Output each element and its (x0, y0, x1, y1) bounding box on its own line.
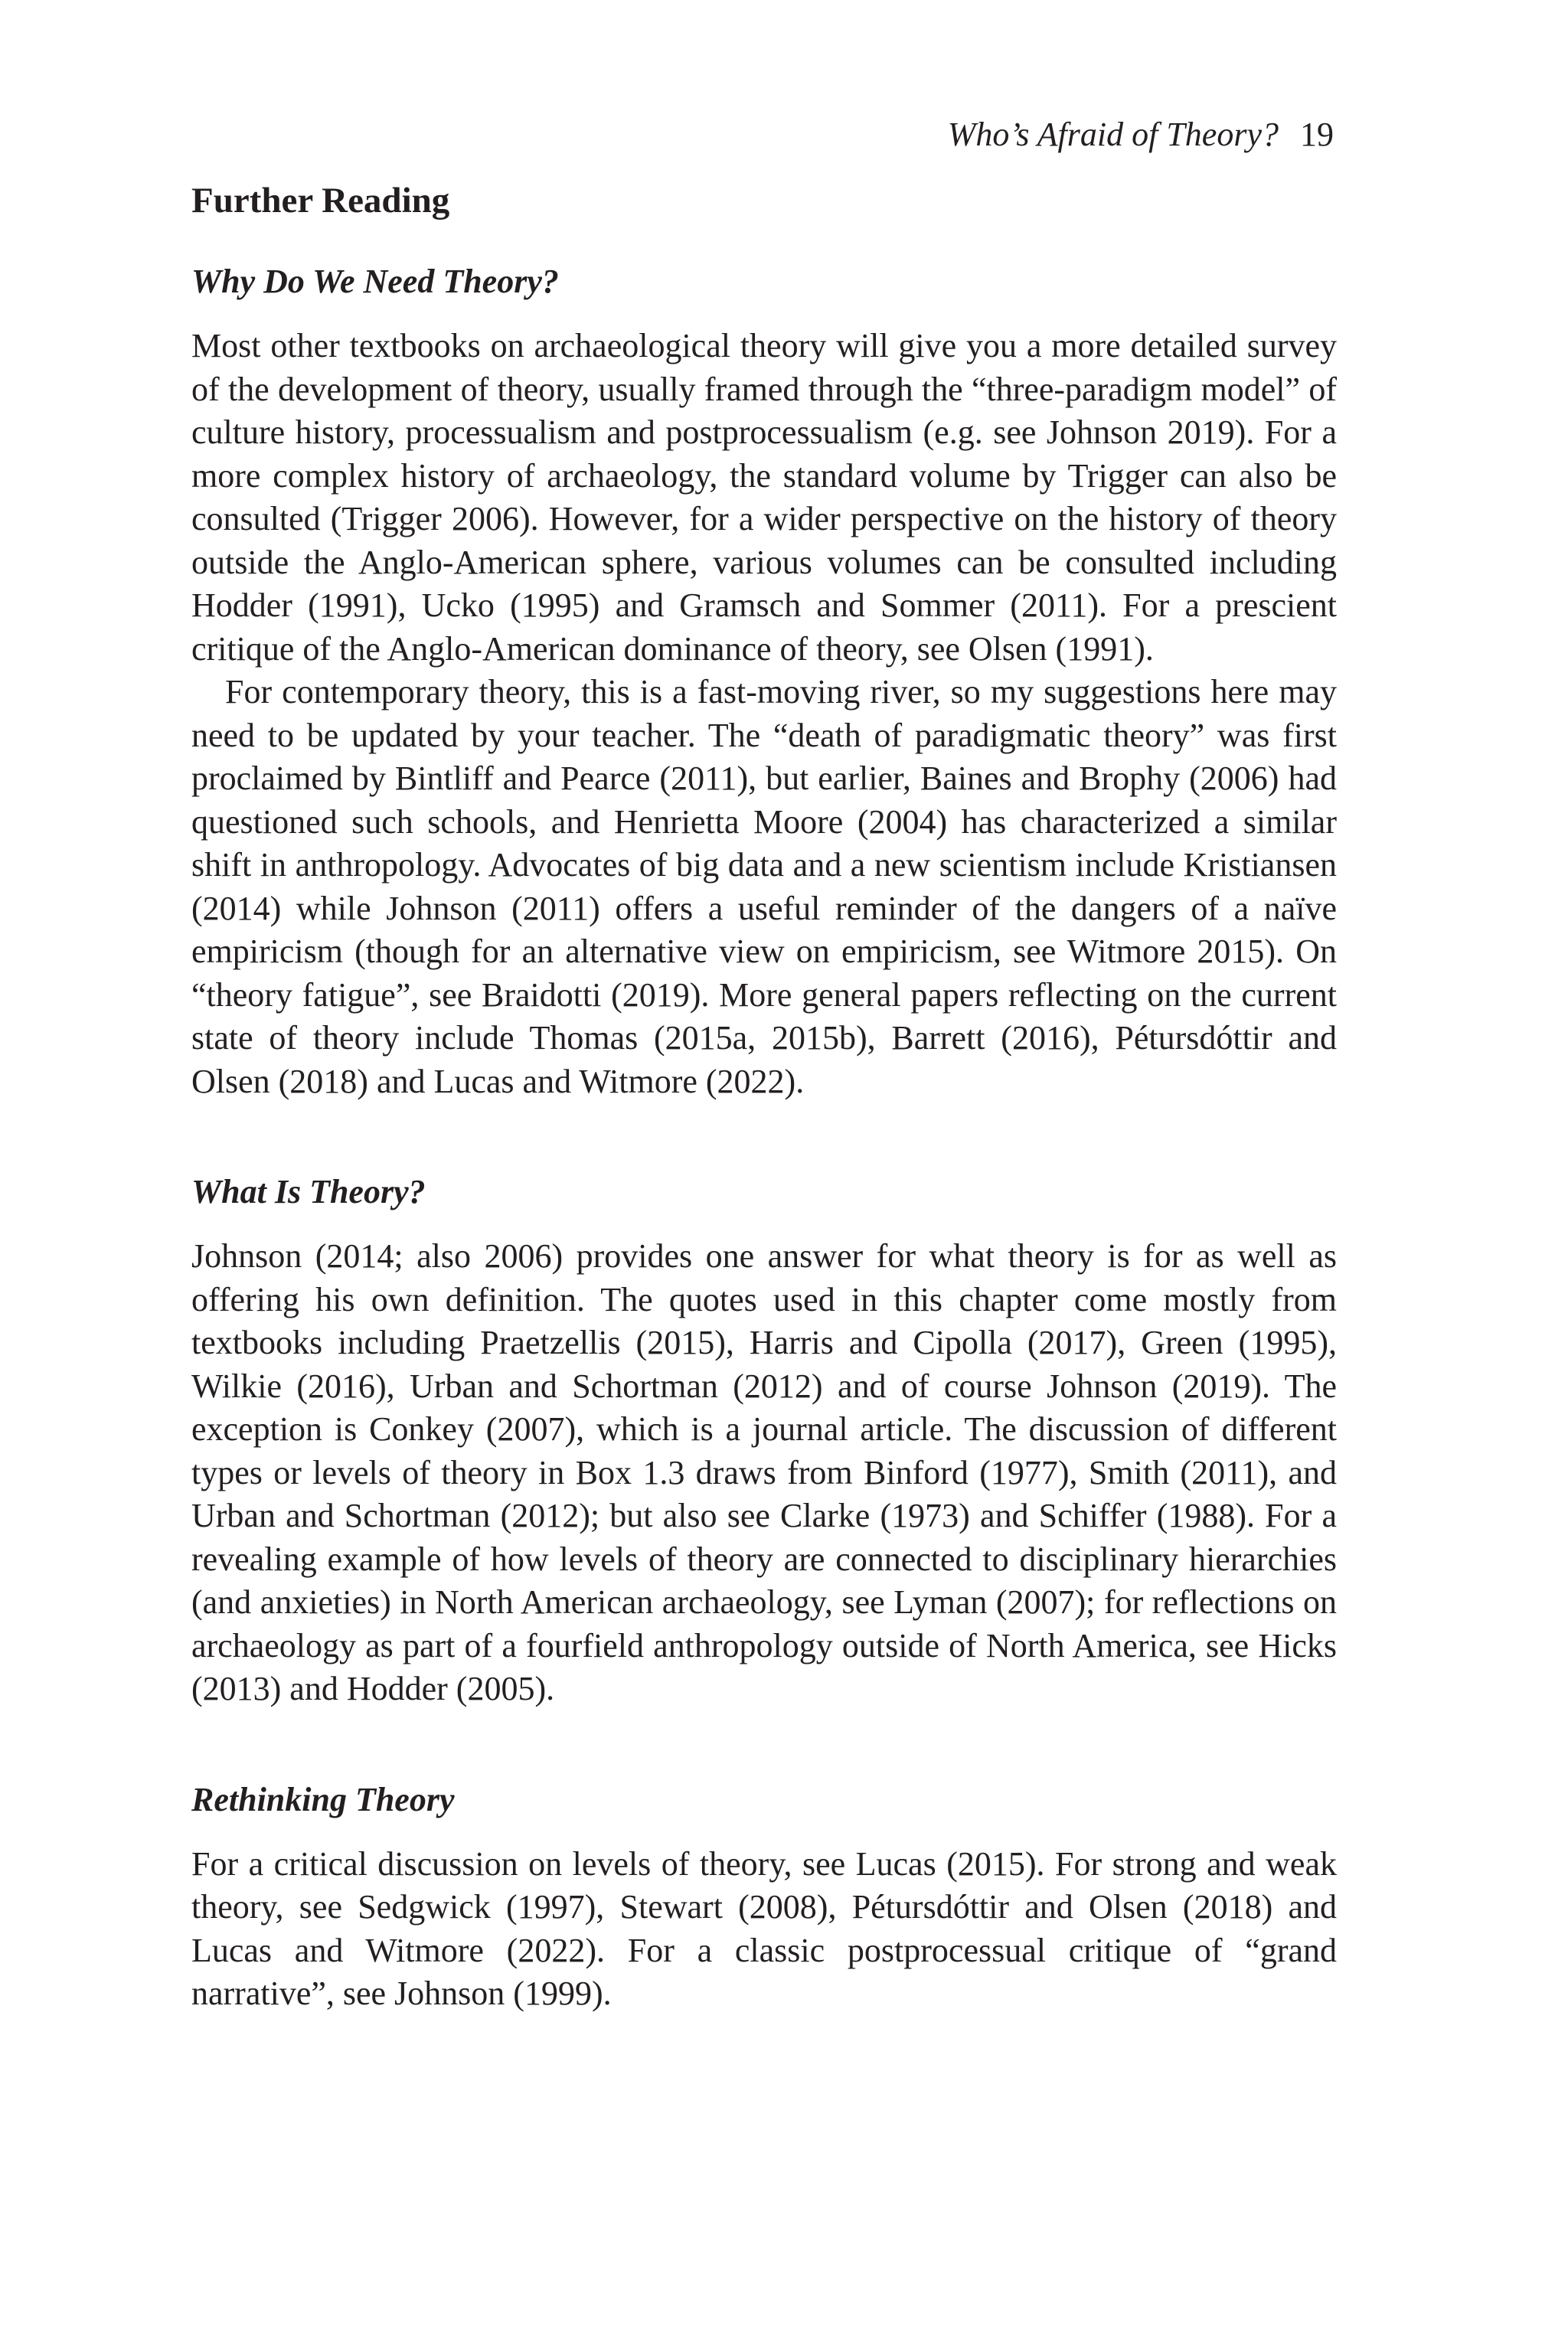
section-heading: Why Do We Need Theory? (191, 263, 559, 300)
paragraph: For contemporary theory, this is a fast-moving river, so my suggestions here may need to be updated by your teacher. The “death of paradigmatic theory” was first proclaimed by Bintliff and Pearce (2011), but earlier, Baines and Brophy (2006) had questioned such schools, and Henrietta Moore (2004) has characterized a similar shift in anthropology. Advocates of big data and a new scientism include Kristiansen (2014) while Johnson (2011) offers a useful reminder of the dangers of a naïve empiricism (though for an alternative view on empiricism, see Witmore 2015). On “theory fatigue”, see Braidotti (2019). More general papers reflecting on the current state of theory include Thomas (2015a, 2015b), Barrett (2016), Pétursdóttir and Olsen (2018) and Lucas and Witmore (2022). (191, 673, 1337, 1100)
page-content (191, 178, 1337, 2016)
running-head-title: Who’s Afraid of Theory? (947, 116, 1279, 153)
paragraph: Johnson (2014; also 2006) provides one answer for what theory is for as well as offering his own definition. The quotes used in this chapter come mostly from textbooks including Praetzellis (2015), Harris and Cipolla (2017), Green (1995), Wilkie (2016), Urban and Schortman (2012) and of course Johnson (2019). The exception is Conkey (2007), which is a journal article. The discussion of different types or levels of theory in Box 1.3 draws from Binford (1977), Smith (2011), and Urban and Schortman (2012); but also see Clarke (1973) and Schiffer (1988). For a revealing example of how levels of theory are connected to disciplinary hierarchies (and anxieties) in North American archaeology, see Lyman (2007); for reflections on archaeology as part of a fourfield anthropology outside of North America, see Hicks (2013) and Hodder (2005). (191, 1237, 1337, 1707)
section-heading: What Is Theory? (191, 1173, 426, 1210)
paragraph: Most other textbooks on archaeological theory will give you a more detailed survey of the development of theory, usually framed through the “three-paradigm model” of culture history, processualism and postprocessualism (e.g. see Johnson 2019). For a more complex history of archaeology, the standard volume by Trigger can also be consulted (Trigger 2006). However, for a wider perspective on the history of theory outside the Anglo-American sphere, various volumes can be consulted including Hodder (1991), Ucko (1995) and Gramsch and Sommer (2011). For a prescient critique of the Anglo-American dominance of theory, see Olsen (1991). (191, 327, 1337, 668)
section-heading: Rethinking Theory (191, 1780, 455, 1818)
section-why-do-we-need-theory (191, 260, 1337, 1103)
running-head (948, 113, 1334, 156)
section-what-is-theory (191, 1171, 1337, 1711)
further-reading-heading: Further Reading (191, 181, 450, 220)
page-number: 19 (1300, 116, 1334, 153)
section-rethinking-theory (191, 1779, 1337, 2016)
paragraph: For a critical discussion on levels of theory, see Lucas (2015). For strong and weak theory, see Sedgwick (1997), Stewart (2008), Pétursdóttir and Olsen (2018) and Lucas and Witmore (2022). For a classic postprocessual critique of “grand narrative”, see Johnson (1999). (191, 1844, 1337, 2012)
